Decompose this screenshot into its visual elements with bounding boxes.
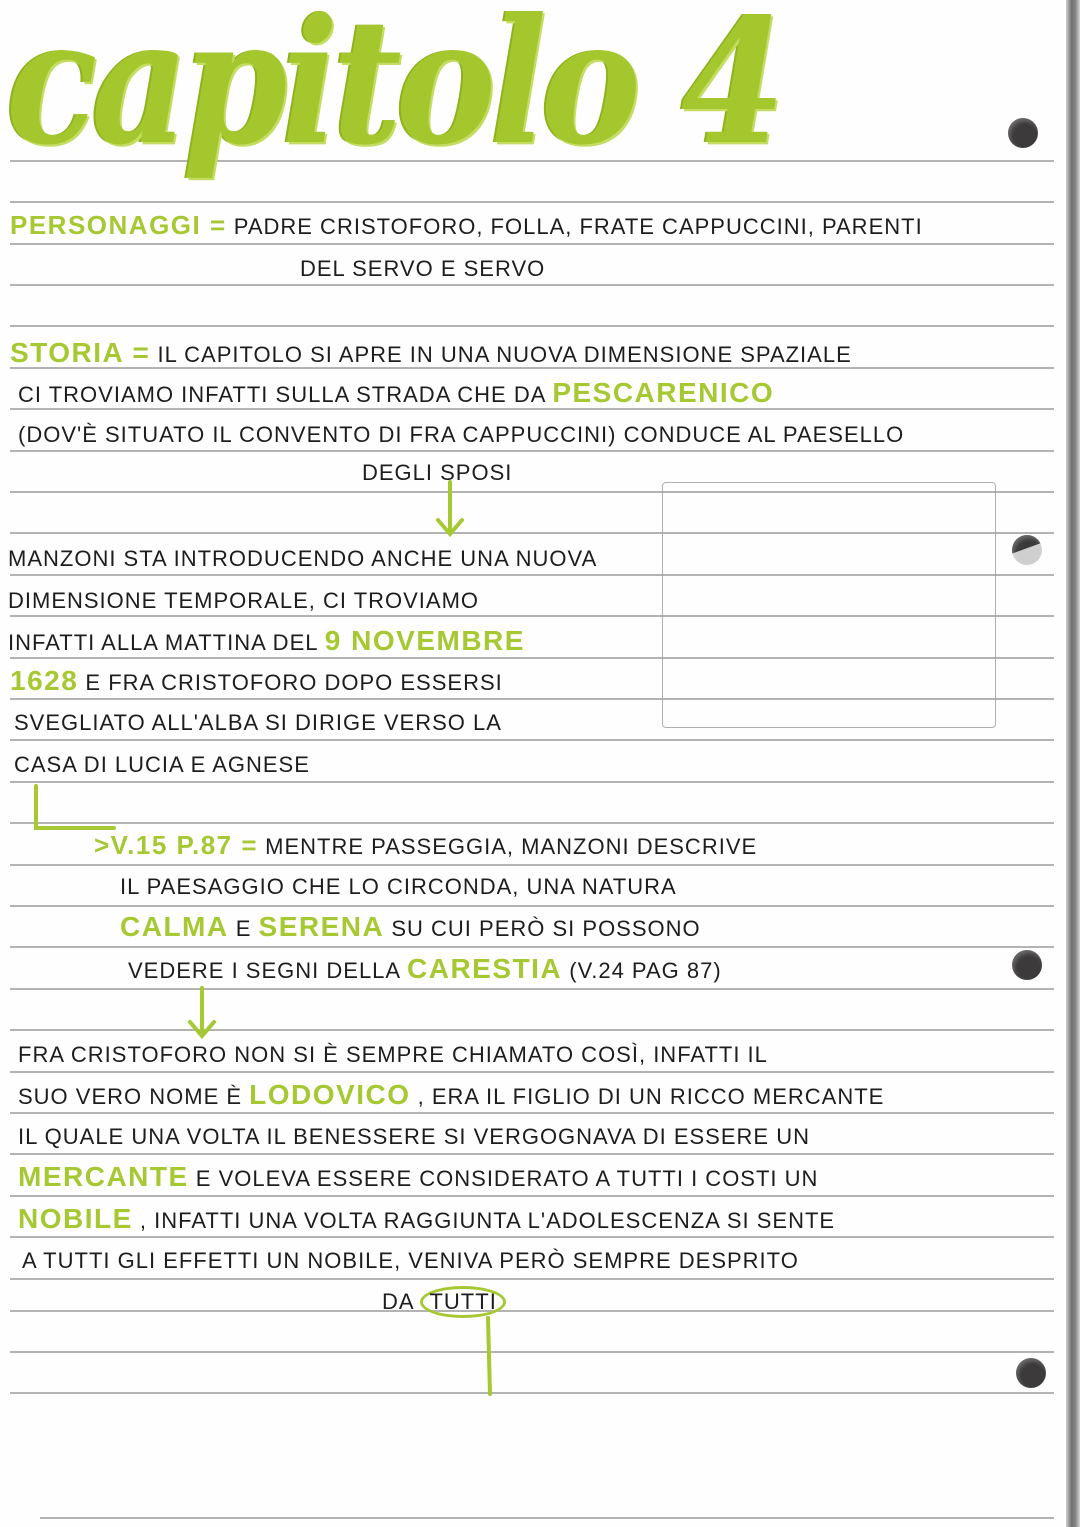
storia-line-3: (DOV'È SITUATO IL CONVENTO DI FRA CAPPUCCINI) CONDUCE AL PAESELLO — [18, 422, 905, 447]
passeggiata-text: E — [235, 916, 252, 941]
temporale-line-6: CASA DI LUCIA E AGNESE — [14, 752, 310, 777]
binder-hole — [1012, 535, 1042, 565]
lodovico-line-7 — [382, 1286, 506, 1318]
highlight-date: 9 NOVEMBRE — [324, 625, 525, 656]
circled-word: TUTTI — [420, 1286, 505, 1318]
lodovico-line-1: FRA CRISTOFORO NON SI È SEMPRE CHIAMATO COSÌ, INFATTI IL — [18, 1042, 768, 1067]
temporale-line-1: MANZONI STA INTRODUCENDO ANCHE UNA NUOVA — [8, 546, 598, 571]
verse-reference: >V.15 P.87 = — [94, 830, 259, 860]
lodovico-text: , ERA IL FIGLIO DI UN RICCO MERCANTE — [417, 1084, 885, 1109]
lodovico-line-6: A TUTTI GLI EFFETTI UN NOBILE, VENIVA PERÒ SEMPRE DESPRITO — [22, 1248, 799, 1273]
lodovico-text: , INFATTI UNA VOLTA RAGGIUNTA L'ADOLESCENZA SI SENTE — [139, 1208, 836, 1233]
passeggiata-line-4 — [128, 954, 722, 986]
lodovico-text: DA — [382, 1289, 414, 1314]
temporale-line-4 — [10, 666, 503, 698]
page-torn-edge — [1066, 0, 1080, 1527]
personaggi-line-1 — [10, 210, 923, 242]
storia-text: IL CAPITOLO SI APRE IN UNA NUOVA DIMENSIONE SPAZIALE — [157, 342, 852, 367]
highlight-lodovico: LODOVICO — [249, 1079, 411, 1110]
highlight-serena: SERENA — [258, 911, 385, 942]
storia-line-2 — [18, 378, 774, 410]
personaggi-label: PERSONAGGI = — [10, 210, 227, 240]
lodovico-text: SUO VERO NOME È — [18, 1084, 243, 1109]
personaggi-text: PADRE CRISTOFORO, FOLLA, FRATE CAPPUCCINI, PARENTI — [233, 214, 923, 239]
passeggiata-line-1 — [94, 830, 757, 862]
highlight-pescarenico: PESCARENICO — [552, 377, 775, 408]
temporale-line-5: SVEGLIATO ALL'ALBA SI DIRIGE VERSO LA — [14, 710, 502, 735]
binder-hole — [1008, 118, 1038, 148]
temporale-text: INFATTI ALLA MATTINA DEL — [8, 630, 318, 655]
chapter-title: capitolo 4 — [6, 0, 780, 184]
passeggiata-line-3 — [120, 912, 701, 944]
temporale-text: E FRA CRISTOFORO DOPO ESSERSI — [85, 670, 503, 695]
storia-label: STORIA = — [10, 337, 151, 368]
arrow-down-icon — [182, 986, 222, 1042]
storia-line-4: DEGLI SPOSI — [362, 460, 513, 485]
temporale-line-3 — [8, 626, 525, 658]
lodovico-line-5 — [18, 1204, 835, 1236]
arrow-down-icon — [430, 480, 470, 540]
highlight-nobile: NOBILE — [18, 1203, 133, 1234]
storia-line-1 — [10, 338, 852, 370]
lodovico-line-2 — [18, 1080, 884, 1112]
binder-hole — [1012, 950, 1042, 980]
passeggiata-text: VEDERE I SEGNI DELLA — [128, 958, 400, 983]
binder-hole — [1016, 1358, 1046, 1388]
passeggiata-text: (V.24 PAG 87) — [569, 958, 722, 983]
passeggiata-line-2: IL PAESAGGIO CHE LO CIRCONDA, UNA NATURA — [120, 874, 677, 899]
lodovico-text: E VOLEVA ESSERE CONSIDERATO A TUTTI I COSTI UN — [195, 1166, 819, 1191]
lodovico-line-4 — [18, 1162, 818, 1194]
empty-sketch-box — [662, 482, 996, 728]
highlight-carestia: CARESTIA — [407, 953, 563, 984]
passeggiata-text: MENTRE PASSEGGIA, MANZONI DESCRIVE — [265, 834, 758, 859]
highlight-mercante: MERCANTE — [18, 1161, 189, 1192]
connector-line-icon — [478, 1316, 498, 1398]
highlight-calma: CALMA — [120, 911, 229, 942]
temporale-line-2: DIMENSIONE TEMPORALE, CI TROVIAMO — [8, 588, 480, 613]
storia-text: CI TROVIAMO INFATTI SULLA STRADA CHE DA — [18, 382, 546, 407]
lodovico-line-3: IL QUALE UNA VOLTA IL BENESSERE SI VERGOGNAVA DI ESSERE UN — [18, 1124, 810, 1149]
highlight-year: 1628 — [10, 665, 79, 696]
personaggi-line-2: DEL SERVO E SERVO — [300, 256, 546, 281]
passeggiata-text: SU CUI PERÒ SI POSSONO — [391, 916, 701, 941]
